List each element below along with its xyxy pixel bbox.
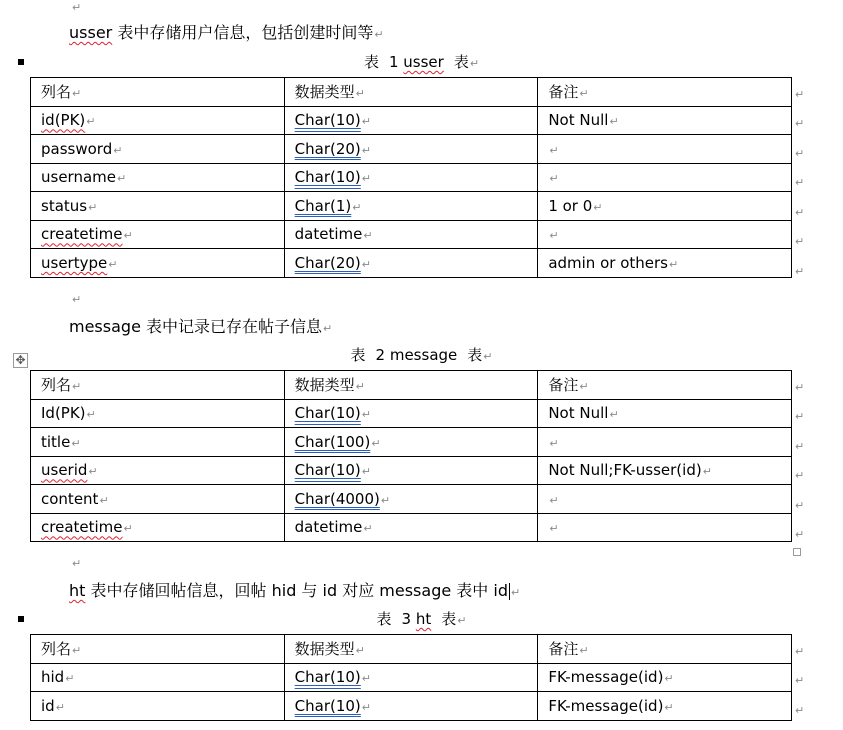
cell-mark: ↵ [355,644,365,658]
cell-mark: ↵ [361,257,372,271]
paragraph-lead-word: message [69,317,141,336]
table-move-handle-icon[interactable]: ✥ [13,353,28,368]
row-end-mark: ↵ [795,469,805,482]
table-cell [284,163,538,192]
table-cell [538,513,792,542]
data-type: Char(1) [294,196,352,215]
table-cell [31,135,285,164]
table-row [31,663,792,692]
table-cell [538,249,792,278]
table-cell [284,135,538,164]
paragraph-text: 表中存储用户信息，包括创建时间等 [117,23,374,42]
cell-mark: ↵ [108,257,118,271]
table-caption-3 [0,607,843,631]
caption-prefix: 表 [363,53,379,71]
table-cell [538,692,792,721]
cell-mark: ↵ [361,465,372,479]
cell-mark: ↵ [72,87,82,101]
table-cell [31,485,285,514]
header-label: 列名 [41,83,72,102]
cell-mark: ↵ [88,465,98,479]
paragraph-lead-word: ht [69,581,86,600]
header-cell [284,635,538,664]
table-cell [31,106,285,135]
cell-mark: ↵ [363,522,373,536]
column-name: status [41,196,88,215]
paragraph-mark: ↵ [510,586,521,599]
row-end-mark: ↵ [795,528,805,541]
paragraph-lead-word: usser [69,23,113,42]
caption-suffix: 表 [441,610,457,628]
data-type: datetime [294,225,363,244]
data-type: Char(4000) [294,489,380,508]
table-cell [538,135,792,164]
column-name: username [41,168,116,187]
paragraph-mark: ↵ [483,350,493,363]
table-cell [284,485,538,514]
row-end-mark: ↵ [795,410,805,423]
table-cell [538,485,792,514]
table-cell [31,220,285,249]
paragraph-mark: ↵ [72,293,82,306]
column-name: createtime [41,518,123,537]
table-row [31,135,792,164]
row-end-mark: ↵ [795,88,805,101]
column-name: content [41,489,99,508]
header-cell [284,78,538,107]
cell-mark: ↵ [72,644,82,658]
caption-table-name: message [389,346,458,364]
row-end-mark: ↵ [795,176,805,189]
column-name: usertype [41,253,108,272]
cell-mark: ↵ [71,436,81,450]
caption-prefix: 表 [376,610,392,628]
cell-mark: ↵ [549,172,559,186]
table-cell [284,513,538,542]
row-end-mark: ↵ [795,499,805,512]
header-cell [538,635,792,664]
data-type: Char(20) [294,139,361,158]
cell-mark: ↵ [55,700,65,714]
header-label: 数据类型 [294,376,355,395]
table-header-row [31,371,792,400]
column-name: title [41,432,71,451]
table-header-row [31,635,792,664]
table-row [31,485,792,514]
cell-mark: ↵ [664,700,674,714]
column-name: userid [41,461,88,480]
table-resize-handle[interactable] [793,548,801,556]
paragraph-mark: ↵ [72,557,82,570]
row-end-mark: ↵ [795,674,805,687]
usser-table [30,77,792,278]
row-end-mark: ↵ [795,265,805,278]
cell-mark: ↵ [355,87,365,101]
data-type: Char(10) [294,111,361,130]
cell-mark: ↵ [380,493,391,507]
table-row [31,192,792,221]
table-row [31,428,792,457]
table-cell [31,249,285,278]
row-end-mark: ↵ [795,147,805,160]
paragraph-text: 表中存储回帖信息，回帖 hid 与 id 对应 message 表中 id [90,581,508,600]
cell-mark: ↵ [65,672,75,686]
table-cell [31,163,285,192]
paragraph-mark: ↵ [469,57,480,70]
cell-mark: ↵ [579,380,589,394]
header-cell [31,78,285,107]
data-type: Char(10) [294,668,361,687]
data-type: Char(20) [294,253,361,272]
cell-mark: ↵ [361,408,372,422]
cell-mark: ↵ [355,380,365,394]
cell-mark: ↵ [86,408,96,422]
table-cell [284,428,538,457]
table-row [31,513,792,542]
note: Not Null [548,111,609,130]
table-row [31,106,792,135]
header-cell [284,371,538,400]
table-cell [31,513,285,542]
table-cell [538,663,792,692]
table-caption-1 [0,50,843,74]
cell-mark: ↵ [579,87,589,101]
table-cell [538,192,792,221]
message-table [30,370,792,542]
header-cell [538,371,792,400]
header-cell [538,78,792,107]
row-end-mark: ↵ [795,206,805,219]
table-cell [538,399,792,428]
table-row [31,399,792,428]
table-cell [284,192,538,221]
header-label: 备注 [548,640,579,659]
table-cell [31,663,285,692]
cell-mark: ↵ [664,672,674,686]
paragraph-mark: ↵ [374,28,384,41]
table-cell [538,428,792,457]
table-cell [284,456,538,485]
table-cell [538,456,792,485]
caption-number: 2 [375,346,386,364]
note: 1 or 0 [548,196,593,215]
ht-table [30,634,792,721]
note: FK-message(id) [548,696,664,715]
cell-mark: ↵ [549,229,559,243]
data-type: Char(10) [294,696,361,715]
table-cell [284,692,538,721]
paragraph-text: 表中记录已存在帖子信息 [146,317,323,336]
row-end-mark: ↵ [795,645,805,658]
cell-mark: ↵ [593,200,603,214]
column-name: id(PK) [41,111,86,130]
note: Not Null;FK-usser(id) [548,461,702,480]
table-row [31,456,792,485]
cell-mark: ↵ [113,143,123,157]
paragraph-mark: ↵ [72,1,82,14]
cell-mark: ↵ [549,143,559,157]
table-cell [538,163,792,192]
table-cell [284,106,538,135]
data-type: Char(10) [294,404,361,423]
header-label: 数据类型 [294,640,355,659]
cell-mark: ↵ [702,465,712,479]
row-end-mark: ↵ [795,440,805,453]
cell-mark: ↵ [123,229,133,243]
table-cell [538,220,792,249]
cell-mark: ↵ [99,493,109,507]
caption-number: 3 [401,610,412,628]
header-label: 数据类型 [294,83,355,102]
data-type: datetime [294,518,363,537]
cell-mark: ↵ [361,172,372,186]
cell-mark: ↵ [579,644,589,658]
cell-mark: ↵ [352,200,362,214]
paragraph-mark: ↵ [457,614,467,627]
cell-mark: ↵ [549,522,559,536]
table-row [31,692,792,721]
data-type: Char(10) [294,461,361,480]
row-end-mark: ↵ [795,381,805,394]
table-cell [284,399,538,428]
table-caption-2 [0,343,843,367]
header-cell [31,635,285,664]
table-cell [538,106,792,135]
caption-table-name: usser [403,53,444,71]
table-cell [31,192,285,221]
header-cell [31,371,285,400]
cell-mark: ↵ [371,436,381,450]
caption-suffix: 表 [467,346,483,364]
row-end-mark: ↵ [795,704,805,717]
caption-suffix: 表 [453,53,469,71]
cell-mark: ↵ [86,115,96,129]
paragraph-message-intro [69,315,332,339]
table-header-row [31,78,792,107]
row-end-mark: ↵ [795,235,805,248]
table-row [31,163,792,192]
table-cell [31,399,285,428]
cell-mark: ↵ [668,257,679,271]
cell-mark: ↵ [549,436,559,450]
cell-mark: ↵ [609,115,619,129]
cell-mark: ↵ [117,172,127,186]
note: FK-message(id) [548,668,664,687]
note: Not Null [548,404,609,423]
column-name: hid [41,668,65,687]
cell-mark: ↵ [361,115,372,129]
cell-mark: ↵ [88,200,98,214]
cell-mark: ↵ [361,700,372,714]
cell-mark: ↵ [361,672,372,686]
caption-table-name: ht [415,610,432,628]
table-cell [31,428,285,457]
caption-number: 1 [388,53,399,71]
cell-mark: ↵ [123,522,133,536]
header-label: 列名 [41,376,72,395]
table-cell [31,692,285,721]
column-name: password [41,139,113,158]
table-cell [284,249,538,278]
cell-mark: ↵ [361,143,372,157]
paragraph-ht-intro [69,579,520,603]
note: admin or others [548,253,668,272]
paragraph-mark: ↵ [323,322,333,335]
text-cursor [509,583,510,600]
cell-mark: ↵ [363,229,373,243]
caption-prefix: 表 [350,346,366,364]
header-label: 备注 [548,83,579,102]
column-name: Id(PK) [41,404,86,423]
table-row [31,249,792,278]
paragraph-usser-intro [69,21,384,45]
cell-mark: ↵ [609,408,619,422]
table-cell [284,220,538,249]
row-end-mark: ↵ [795,117,805,130]
column-name: id [41,696,55,715]
table-cell [31,456,285,485]
header-label: 列名 [41,640,72,659]
header-label: 备注 [548,376,579,395]
table-row [31,220,792,249]
data-type: Char(10) [294,168,361,187]
cell-mark: ↵ [72,380,82,394]
cell-mark: ↵ [549,493,559,507]
column-name: createtime [41,225,123,244]
table-cell [284,663,538,692]
data-type: Char(100) [294,432,371,451]
